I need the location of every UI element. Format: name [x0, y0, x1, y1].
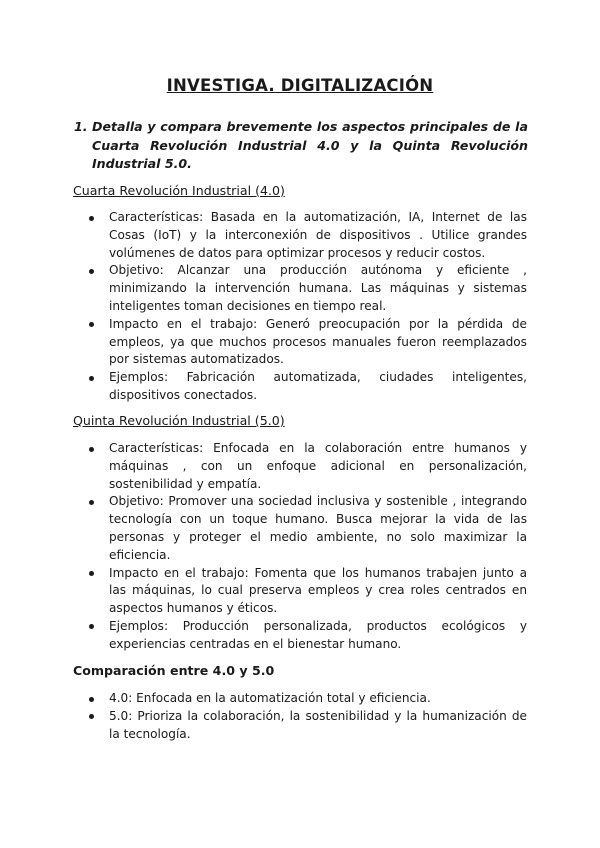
bullet-icon — [89, 571, 94, 576]
section-4-0-list — [0, 209, 527, 405]
list-item: Características: Enfocada en la colaboración entre humanos y máquinas , con un enfoque adicional en personalización, sostenibilidad y empatía. — [109, 440, 527, 493]
list-item: 4.0: Enfocada en la automatización total y eficiencia. — [109, 690, 527, 708]
bullet-icon — [89, 376, 94, 381]
bullet-icon — [89, 500, 94, 505]
document-title: INVESTIGA. DIGITALIZACIÓN — [166, 76, 434, 95]
list-item: Impacto en el trabajo: Fomenta que los humanos trabajen junto a las máquinas, lo cual preserva empleos y crea roles centrados en aspectos humanos y éticos. — [109, 565, 527, 618]
list-item: Objetivo: Alcanzar una producción autónoma y eficiente , minimizando la intervención humana. Las máquinas y sistemas inteligentes toman decisiones en tiempo real. — [109, 262, 527, 315]
bullet-icon — [89, 697, 94, 702]
section-5-0-list — [0, 440, 527, 654]
section-heading-comparison: Comparación entre 4.0 y 5.0 — [73, 663, 275, 678]
section-heading-5-0: Quinta Revolución Industrial (5.0) — [73, 413, 285, 428]
bullet-icon — [89, 216, 94, 221]
question-1 — [74, 118, 528, 174]
bullet-icon — [89, 624, 94, 629]
bullet-icon — [89, 714, 94, 719]
bullet-icon — [89, 322, 94, 327]
section-heading-4-0: Cuarta Revolución Industrial (4.0) — [73, 183, 285, 198]
question-text: Detalla y compara brevemente los aspectos principales de la Cuarta Revolución Industrial 4.0 y la Quinta Revolución Industrial 5.0. — [92, 119, 528, 171]
list-item: Impacto en el trabajo: Generó preocupación por la pérdida de empleos, ya que muchos procesos manuales fueron reemplazados por sistemas automatizados. — [109, 316, 527, 369]
comparison-list — [0, 690, 527, 743]
list-item: Características: Basada en la automatización, IA, Internet de las Cosas (IoT) y la interconexión de dispositivos . Utilice grandes volúmenes de datos para optimizar procesos y reducir costos. — [109, 209, 527, 262]
list-item: Ejemplos: Producción personalizada, productos ecológicos y experiencias centradas en el bienestar humano. — [109, 618, 527, 654]
list-item: 5.0: Prioriza la colaboración, la sostenibilidad y la humanización de la tecnología. — [109, 708, 527, 744]
list-item: Objetivo: Promover una sociedad inclusiva y sostenible , integrando tecnología con un toque humano. Busca mejorar la vida de las personas y proteger el medio ambiente, no solo maximizar la eficiencia. — [109, 493, 527, 564]
question-number: 1. — [74, 119, 88, 134]
bullet-icon — [89, 269, 94, 274]
bullet-icon — [89, 447, 94, 452]
list-item: Ejemplos: Fabricación automatizada, ciudades inteligentes, dispositivos conectados. — [109, 369, 527, 405]
